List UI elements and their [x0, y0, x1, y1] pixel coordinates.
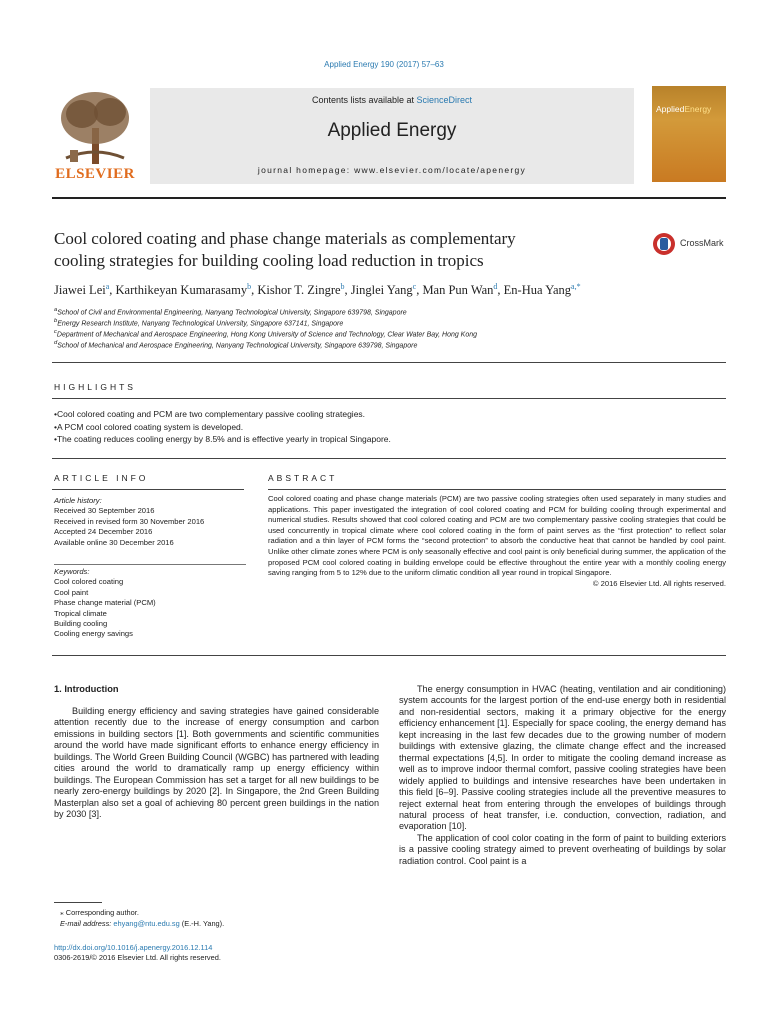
contents-prefix: Contents lists available at — [311, 95, 417, 105]
highlight-item: • A PCM cool colored coating system is developed. — [54, 421, 734, 434]
abstract-text: Cool colored coating and phase change materials (PCM) are two passive cooling strategies often used separately in many studies and applications. This paper investigated the integration of cool colored coating and PCM for building cooling through experimental and numerical studies. Results showed that cool colored coating and PCM are two complementary passive cooling strategies that could be used concurrently in tropical climate where cool colored coating in the form of paint serves as the “first protection” to reflect solar radiation and a thin layer of PCM forms the “second protection” to absorb the conductive heat that cannot be handled by cool paint. Unlike other climate zones where PCM is only seasonally effective and cool paint is only beneficial during summer, the application of the proposed PCM cool colored coating in building envelope could be effective throughout the entire year with a monthly cooling energy saving ranging from 5 to 12% due to the uniform climatic condition all year round in tropical Singapore. — [268, 494, 726, 578]
contents-line — [150, 95, 634, 105]
keywords — [54, 567, 244, 640]
affiliation-text: School of Civil and Environmental Engineering, Nanyang Technological University, Singapore 639798, Singapore — [57, 309, 407, 317]
highlights-list — [54, 408, 734, 446]
keywords-label: Keywords: — [54, 567, 90, 576]
crossmark-icon — [652, 232, 676, 256]
abstract-copyright: © 2016 Elsevier Ltd. All rights reserved. — [592, 578, 726, 588]
journal-homepage[interactable]: journal homepage: www.elsevier.com/locate/apenergy — [257, 165, 527, 175]
history-item: Received in revised form 30 November 2016 — [54, 516, 205, 526]
author-sup[interactable]: a,* — [571, 282, 581, 291]
keyword: Cool colored coating — [54, 577, 124, 587]
sciencedirect-link[interactable]: ScienceDirect — [416, 95, 473, 105]
divider — [52, 398, 726, 399]
email-link[interactable]: ehyang@ntu.edu.sg — [113, 919, 180, 928]
crossmark-label: CrossMark — [680, 238, 724, 248]
author[interactable]: Karthikeyan Kumarasamy — [115, 283, 248, 298]
keyword: Cool paint — [54, 587, 89, 597]
author-sup[interactable]: d — [493, 282, 498, 291]
history-item: Accepted 24 December 2016 — [54, 527, 153, 537]
affiliation — [54, 340, 734, 349]
keyword: Tropical climate — [54, 608, 107, 618]
intro-paragraph: Building energy efficiency and saving strategies have gained considerable attention recently due to the increase of energy consumption and carbon emissions in building sectors [1]. Both governments and scientific communities around the world have made significant efforts to enhance energy efficiency in buildings. The World Green Building Council (WGBC) has partnered with leading cities around the world to dramatically ramp up energy efficiency within buildings. The European Commission has set a target for all new buildings to be nearly zero-energy buildings by 2020 [2]. In Singapore, the 2nd Green Building Masterplan also set a goal of achieving 80 percent green buildings in the nation by 2030 [3]. — [54, 706, 379, 820]
author-sup[interactable]: b — [247, 282, 252, 291]
author-list: Jiawei Lei$^a$, Karthikeyan Kumarasamy$^b$, Kishor T. Zingre$^b$, Jinglei Yang$^c$, Man Pun Wan$^d$, En-Hua Yang$^{a,*}$ — [54, 282, 581, 298]
divider — [52, 362, 726, 363]
affiliation-text: Department of Mechanical and Aerospace Engineering, Hong Kong University of Science and Technology, Clear Water Bay, Hong Kong — [56, 331, 478, 339]
affiliation-sup: b — [54, 318, 58, 324]
history-label: Article history: — [54, 496, 102, 505]
affiliation — [54, 307, 734, 316]
author[interactable]: Jiawei Lei — [54, 283, 106, 298]
affiliation-sup: a — [54, 307, 58, 313]
abstract-heading: ABSTRACT — [268, 473, 338, 483]
intro-left-column — [54, 706, 379, 821]
header-divider — [52, 197, 726, 199]
article-title-line2: cooling strategies for building cooling load reduction in tropics — [54, 251, 484, 270]
cover-title-applied: Applied — [656, 104, 685, 114]
affiliation — [54, 329, 734, 338]
author-sup[interactable]: c — [412, 282, 417, 291]
author-sup[interactable]: a — [105, 282, 110, 291]
article-history — [54, 496, 244, 548]
author[interactable]: Kishor T. Zingre — [257, 283, 341, 298]
keyword: Building cooling — [54, 619, 108, 629]
affiliation — [54, 318, 734, 327]
journal-title: Applied Energy — [327, 120, 457, 141]
author-sup[interactable]: b — [340, 282, 345, 291]
article-title-line1: Cool colored coating and phase change materials as complementary — [54, 229, 516, 248]
article-title — [54, 228, 634, 272]
intro-paragraph: The energy consumption in HVAC (heating, ventilation and air conditioning) system accounts for the largest portion of the end-use energy both in residential and non-residential sectors, making it a primary objective for the energy efficiency enhancement [1]. Especially for space cooling, the energy demand has kept increasing in the last few decades due to the growing number of modern buildings with extensive glazing, the climate change effect and the increased thermal expectations [4,5]. In order to mitigate the cooling demand increase as well as to improve indoor thermal comfort, passive cooling strategies have been widely applied to buildings and intensive researches have been undertaken in this field [6–9]. Passive cooling strategies include all the preventive measures to reject external heat from entering through the envelopes of buildings through natural process of heat transfer, i.e. conduction, convection, radiation, and evaporation [10]. — [399, 684, 726, 832]
affiliation-sup: c — [54, 329, 57, 335]
divider — [52, 489, 244, 490]
elsevier-wordmark: ELSEVIER — [55, 166, 135, 182]
email-suffix: (E.-H. Yang). — [179, 919, 225, 928]
intro-right-column — [399, 684, 726, 867]
divider — [54, 564, 246, 565]
highlight-item: • The coating reduces cooling energy by 8.5% and is effective yearly in tropical Singapore. — [54, 433, 734, 446]
footnote — [54, 907, 379, 929]
author[interactable]: Man Pun Wan — [422, 283, 494, 298]
affiliation-sup: d — [54, 340, 58, 346]
journal-citation[interactable]: Applied Energy 190 (2017) 57–63 — [324, 60, 444, 69]
journal-cover-image — [652, 86, 726, 182]
doi-block — [54, 943, 379, 963]
author[interactable]: En-Hua Yang — [503, 283, 572, 298]
corresponding-author-note: ⁎ Corresponding author. — [60, 908, 139, 917]
highlights-heading: HIGHLIGHTS — [54, 382, 136, 392]
cover-title — [656, 104, 726, 114]
cover-title-energy: Energy — [684, 104, 712, 114]
introduction-heading: 1. Introduction — [54, 684, 119, 694]
divider — [268, 489, 726, 490]
article-info-heading: ARTICLE INFO — [54, 473, 149, 483]
highlight-item: • Cool colored coating and PCM are two complementary passive cooling strategies. — [54, 408, 734, 421]
history-item: Available online 30 December 2016 — [54, 537, 174, 547]
affiliation-text: School of Mechanical and Aerospace Engineering, Nanyang Technological University, Singapore 639798, Singapore — [57, 342, 418, 350]
footnote-divider — [54, 902, 102, 903]
history-item: Received 30 September 2016 — [54, 506, 155, 516]
email-label: E-mail address: — [60, 919, 114, 928]
keyword: Cooling energy savings — [54, 629, 133, 639]
keyword: Phase change material (PCM) — [54, 598, 156, 608]
doi-link[interactable]: http://dx.doi.org/10.1016/j.apenergy.2016.12.114 — [54, 943, 213, 952]
abstract-body — [268, 494, 726, 589]
author[interactable]: Jinglei Yang — [350, 283, 413, 298]
affiliation-text: Energy Research Institute, Nanyang Technological University, Singapore 637141, Singapore — [57, 320, 344, 328]
crossmark-badge[interactable] — [652, 232, 732, 256]
divider — [52, 458, 726, 459]
intro-paragraph: The application of cool color coating in the form of paint to building exteriors is a passive cooling strategy aimed to prevent overheating of buildings by solar radiation control. Cool paint is a — [399, 832, 726, 866]
issn-line: 0306-2619/© 2016 Elsevier Ltd. All rights reserved. — [54, 953, 221, 963]
divider — [52, 655, 726, 656]
